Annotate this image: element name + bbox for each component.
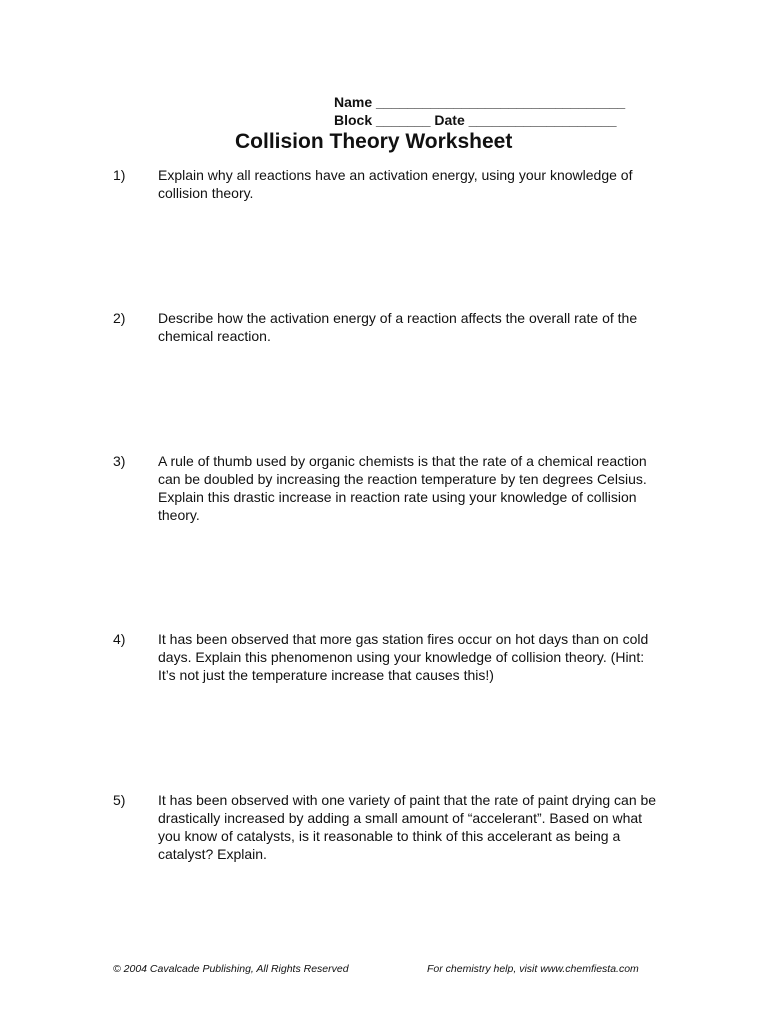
question-text: Explain why all reactions have an activation energy, using your knowledge of collision theory.: [158, 167, 633, 201]
question-number: 3): [113, 453, 126, 469]
name-field-line: Name ________________________________: [334, 94, 626, 110]
question-number: 5): [113, 792, 126, 808]
question-number: 2): [113, 310, 126, 326]
question-text: Describe how the activation energy of a reaction affects the overall rate of the chemical reaction.: [158, 310, 638, 344]
question-number: 4): [113, 631, 126, 647]
question-text: A rule of thumb used by organic chemists is that the rate of a chemical reaction can be doubled by increasing the reaction temperature by ten degrees Celsius. Explain this drastic increase in reaction rate using your knowledge of collision theory.: [158, 453, 647, 523]
page-title-text: Collision Theory Worksheet: [235, 130, 513, 153]
footer-copyright: © 2004 Cavalcade Publishing, All Rights Reserved: [113, 963, 349, 975]
question-number: 1): [113, 167, 126, 183]
footer-help-text: For chemistry help, visit www.chemfiesta.com: [427, 963, 639, 975]
question-text: It has been observed with one variety of paint that the rate of paint drying can be drastically increased by adding a small amount of “accelerant”. Based on what you know of catalysts, is it reasonable to think of this accelerant as being a catalyst? Explain.: [158, 792, 657, 862]
question-text: It has been observed that more gas station fires occur on hot days than on cold days. Explain this phenomenon using your knowledge of collision theory. (Hint: It’s not just the temperature increase that causes this!): [158, 631, 649, 683]
block-date-field-line: Block _______ Date ___________________: [334, 112, 617, 128]
